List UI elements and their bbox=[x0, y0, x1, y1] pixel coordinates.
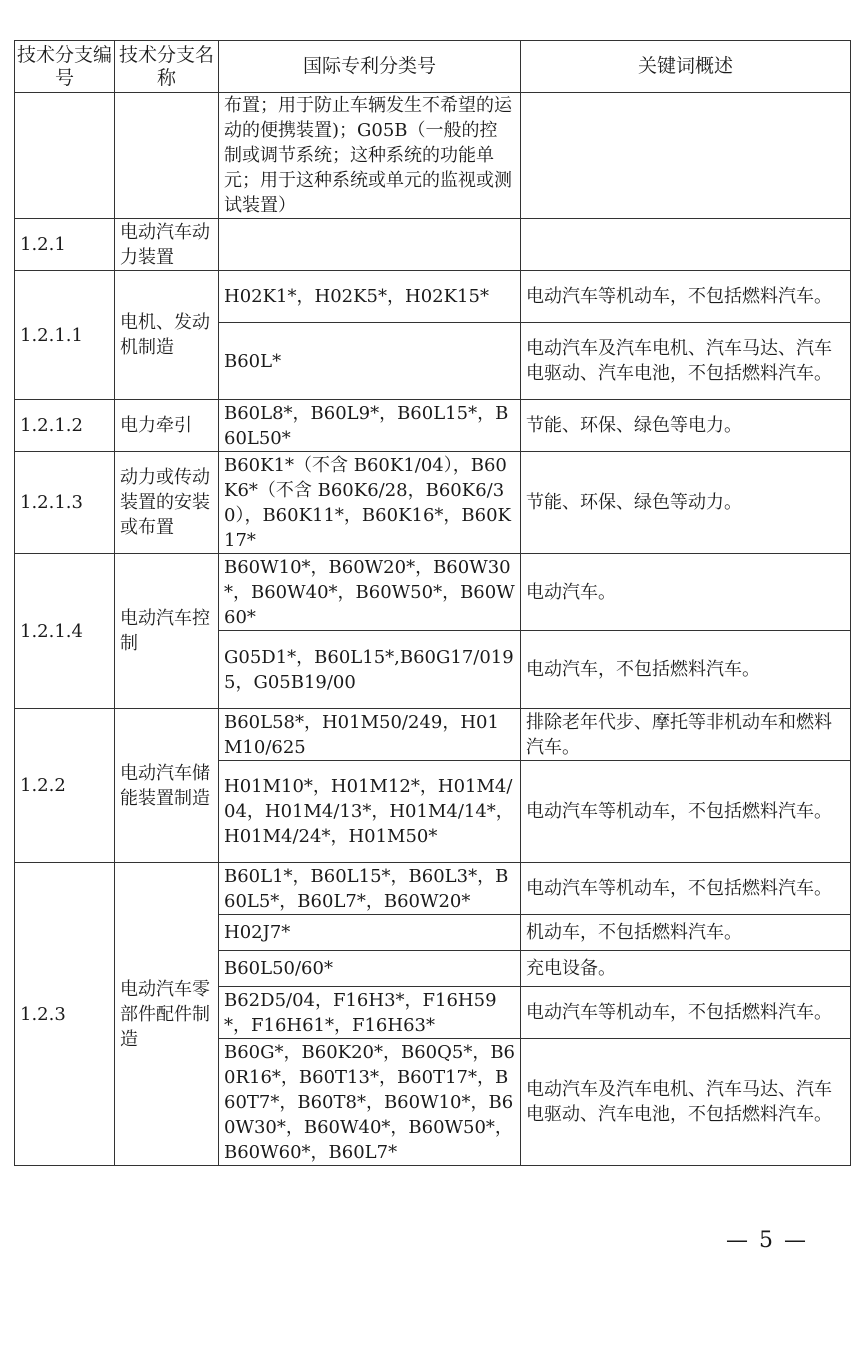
keywords-cell: 电动汽车等机动车，不包括燃料汽车。 bbox=[521, 761, 851, 863]
patent-classification-table bbox=[14, 40, 851, 1166]
table-row bbox=[15, 400, 851, 452]
branch-id-cell: 1.2.1.4 bbox=[15, 554, 115, 709]
keywords-cell: 电动汽车等机动车，不包括燃料汽车。 bbox=[521, 271, 851, 323]
page-number: — 5 — bbox=[726, 1228, 808, 1253]
branch-name-cell: 电动汽车控制 bbox=[115, 554, 219, 709]
branch-id-cell: 1.2.2 bbox=[15, 709, 115, 863]
table-row bbox=[15, 219, 851, 271]
ipc-cell: B60L* bbox=[219, 323, 521, 400]
branch-name-cell: 电力牵引 bbox=[115, 400, 219, 452]
keywords-cell bbox=[521, 219, 851, 271]
ipc-cell: H02J7* bbox=[219, 915, 521, 951]
ipc-cell: H01M10*，H01M12*，H01M4/04，H01M4/13*，H01M4/14*，H01M4/24*，H01M50* bbox=[219, 761, 521, 863]
keywords-cell bbox=[521, 93, 851, 219]
ipc-cell: B62D5/04，F16H3*，F16H59*，F16H61*，F16H63* bbox=[219, 987, 521, 1039]
keywords-cell: 节能、环保、绿色等动力。 bbox=[521, 452, 851, 554]
branch-name-cell: 电机、发动机制造 bbox=[115, 271, 219, 400]
table-row bbox=[15, 709, 851, 761]
branch-name-cell: 电动汽车动力装置 bbox=[115, 219, 219, 271]
ipc-cell: H02K1*，H02K5*，H02K15* bbox=[219, 271, 521, 323]
branch-id-cell: 1.2.1.1 bbox=[15, 271, 115, 400]
keywords-cell: 电动汽车。 bbox=[521, 554, 851, 631]
keywords-cell: 电动汽车等机动车，不包括燃料汽车。 bbox=[521, 863, 851, 915]
branch-id-cell: 1.2.1 bbox=[15, 219, 115, 271]
keywords-cell: 节能、环保、绿色等电力。 bbox=[521, 400, 851, 452]
branch-name-cell: 电动汽车零部件配件制造 bbox=[115, 863, 219, 1166]
ipc-cell: B60W10*，B60W20*，B60W30*，B60W40*，B60W50*，B60W60* bbox=[219, 554, 521, 631]
keywords-cell: 电动汽车及汽车电机、汽车马达、汽车电驱动、汽车电池，不包括燃料汽车。 bbox=[521, 323, 851, 400]
header-keywords: 关键词概述 bbox=[521, 41, 851, 93]
table-row bbox=[15, 863, 851, 915]
header-row bbox=[15, 41, 851, 93]
keywords-cell: 机动车，不包括燃料汽车。 bbox=[521, 915, 851, 951]
branch-id-cell: 1.2.3 bbox=[15, 863, 115, 1166]
ipc-cell: B60L8*，B60L9*，B60L15*，B60L50* bbox=[219, 400, 521, 452]
branch-id-cell bbox=[15, 93, 115, 219]
branch-id-cell: 1.2.1.2 bbox=[15, 400, 115, 452]
branch-name-cell: 电动汽车储能装置制造 bbox=[115, 709, 219, 863]
table-row bbox=[15, 93, 851, 219]
header-branch-id: 技术分支编号 bbox=[15, 41, 115, 93]
branch-name-cell bbox=[115, 93, 219, 219]
keywords-cell: 排除老年代步、摩托等非机动车和燃料汽车。 bbox=[521, 709, 851, 761]
ipc-cell: 布置；用于防止车辆发生不希望的运动的便携装置)；G05B（一般的控制或调节系统；这种系统的功能单元；用于这种系统或单元的监视或测试装置） bbox=[219, 93, 521, 219]
ipc-cell: B60L50/60* bbox=[219, 951, 521, 987]
branch-name-cell: 动力或传动装置的安装或布置 bbox=[115, 452, 219, 554]
ipc-cell bbox=[219, 219, 521, 271]
keywords-cell: 电动汽车等机动车，不包括燃料汽车。 bbox=[521, 987, 851, 1039]
keywords-cell: 电动汽车及汽车电机、汽车马达、汽车电驱动、汽车电池，不包括燃料汽车。 bbox=[521, 1039, 851, 1166]
header-ipc: 国际专利分类号 bbox=[219, 41, 521, 93]
ipc-cell: G05D1*，B60L15*,B60G17/0195，G05B19/00 bbox=[219, 631, 521, 709]
ipc-cell: B60L1*，B60L15*，B60L3*，B60L5*，B60L7*，B60W20* bbox=[219, 863, 521, 915]
keywords-cell: 电动汽车，不包括燃料汽车。 bbox=[521, 631, 851, 709]
keywords-cell: 充电设备。 bbox=[521, 951, 851, 987]
table-row bbox=[15, 554, 851, 631]
ipc-cell: B60G*，B60K20*，B60Q5*，B60R16*，B60T13*，B60T17*，B60T7*，B60T8*，B60W10*，B60W30*，B60W40*，B60W50*，B60W60*，B60L7* bbox=[219, 1039, 521, 1166]
table-row bbox=[15, 271, 851, 323]
ipc-cell: B60K1*（不含 B60K1/04），B60K6*（不含 B60K6/28，B60K6/30），B60K11*，B60K16*，B60K17* bbox=[219, 452, 521, 554]
table-row bbox=[15, 452, 851, 554]
ipc-cell: B60L58*，H01M50/249，H01M10/625 bbox=[219, 709, 521, 761]
header-branch-name: 技术分支名称 bbox=[115, 41, 219, 93]
branch-id-cell: 1.2.1.3 bbox=[15, 452, 115, 554]
